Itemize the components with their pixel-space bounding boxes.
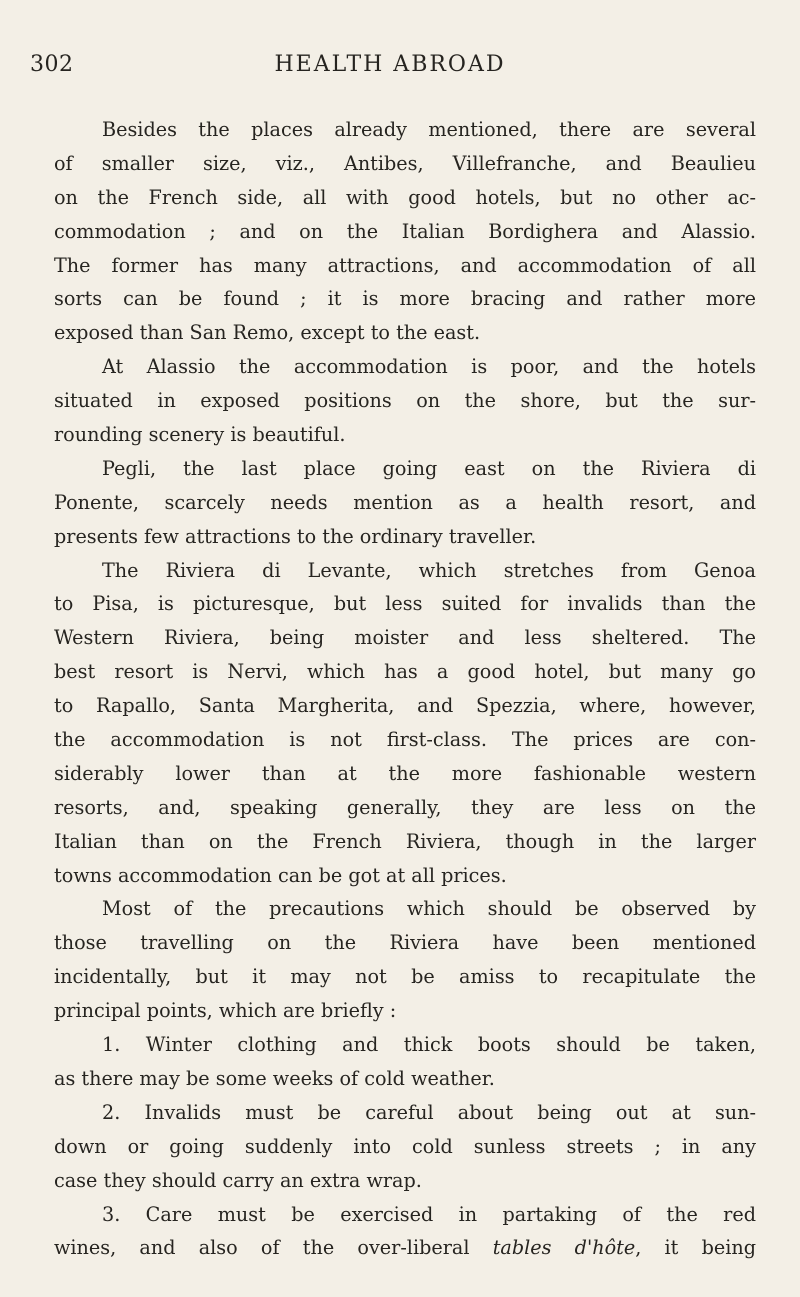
- text-line: exposed than San Remo, except to the east.: [54, 321, 481, 345]
- text-line: down or going suddenly into cold sunless streets ; in any: [54, 1134, 756, 1158]
- text-line: those travelling on the Riviera have been mentioned: [54, 931, 756, 955]
- text-line: sorts can be found ; it is more bracing and rather more: [54, 287, 756, 311]
- text-line: The Riviera di Levante, which stretches from Genoa: [102, 558, 756, 582]
- list-item-3: 3. Care must be exercised in partaking of the red: [102, 1202, 756, 1226]
- text-line: to Pisa, is picturesque, but less suited for invalids than the: [54, 592, 756, 616]
- text-line: resorts, and, speaking generally, they are less on the: [54, 795, 756, 819]
- text-line: Most of the precautions which should be observed by: [102, 897, 756, 921]
- list-item-2: 2. Invalids must be careful about being out at sun-: [102, 1100, 756, 1124]
- text-line: on the French side, all with good hotels, but no other ac-: [54, 185, 756, 209]
- text-line-last: [54, 1231, 756, 1265]
- text-line: Italian than on the French Riviera, though in the larger: [54, 829, 756, 853]
- text-line: the accommodation is not first-class. The prices are con-: [54, 728, 756, 752]
- text-segment: , it being: [635, 1236, 756, 1260]
- italic-phrase: tables d'hôte: [492, 1236, 636, 1260]
- text-line: The former has many attractions, and accommodation of all: [54, 253, 756, 277]
- text-line: as there may be some weeks of cold weather.: [54, 1066, 495, 1090]
- text-line: rounding scenery is beautiful.: [54, 423, 346, 447]
- text-line: case they should carry an extra wrap.: [54, 1168, 422, 1192]
- running-title: HEALTH ABROAD: [274, 52, 506, 77]
- text-line: to Rapallo, Santa Margherita, and Spezzia, where, however,: [54, 694, 756, 718]
- text-line: Besides the places already mentioned, there are several: [102, 118, 756, 141]
- text-line: best resort is Nervi, which has a good hotel, but many go: [54, 660, 756, 684]
- text-line: towns accommodation can be got at all prices.: [54, 863, 507, 887]
- text-line: of smaller size, viz., Antibes, Villefranche, and Beaulieu: [54, 151, 756, 175]
- body-text: [54, 113, 756, 1265]
- text-line: presents few attractions to the ordinary traveller.: [54, 524, 537, 548]
- list-item-1: 1. Winter clothing and thick boots should be taken,: [102, 1033, 756, 1057]
- text-line: Western Riviera, being moister and less sheltered. The: [54, 626, 756, 650]
- text-line: principal points, which are briefly :: [54, 999, 397, 1023]
- text-line: commodation ; and on the Italian Bordighera and Alassio.: [54, 219, 756, 243]
- text-line: incidentally, but it may not be amiss to recapitulate the: [54, 965, 756, 989]
- text-line: siderably lower than at the more fashionable western: [54, 761, 756, 785]
- text-line: Pegli, the last place going east on the Riviera di: [102, 456, 756, 480]
- text-line: Ponente, scarcely needs mention as a health resort, and: [54, 490, 756, 514]
- text-segment: wines, and also of the over-liberal: [54, 1236, 493, 1260]
- page-number: 302: [30, 52, 74, 77]
- text-line: At Alassio the accommodation is poor, and the hotels: [102, 355, 756, 379]
- running-head: [30, 52, 750, 92]
- text-line: situated in exposed positions on the shore, but the sur-: [54, 389, 756, 413]
